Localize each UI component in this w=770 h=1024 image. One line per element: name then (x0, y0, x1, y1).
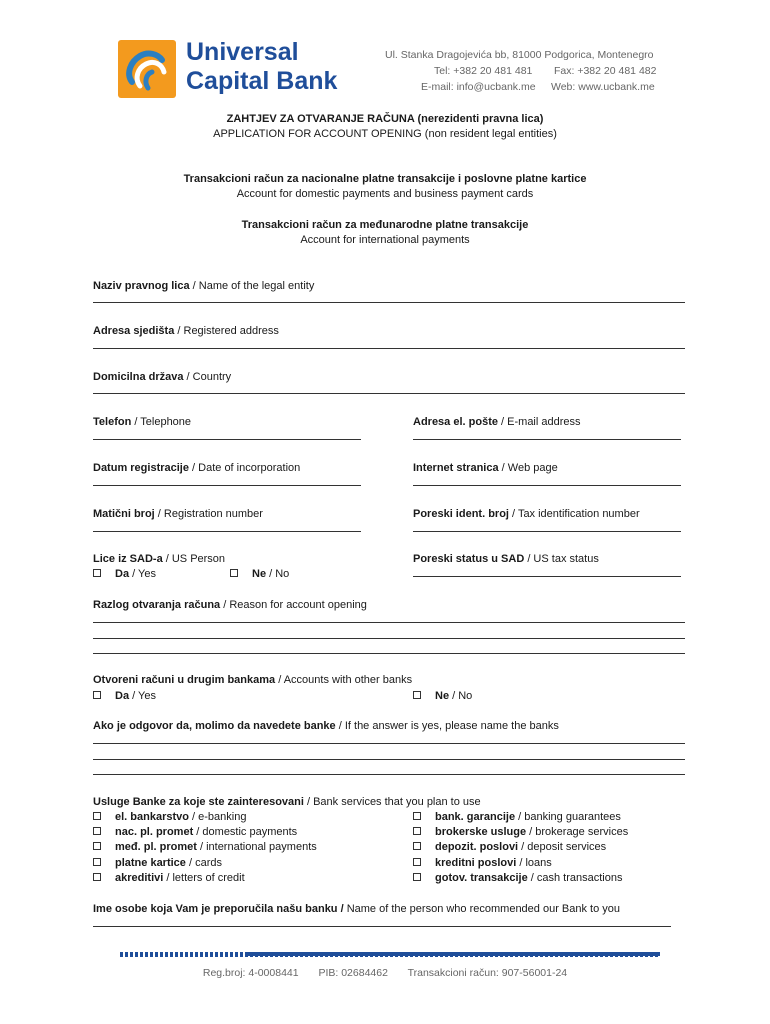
incorporation-date-field[interactable] (93, 485, 361, 486)
account-type-international-en: Account for international payments (300, 234, 470, 246)
reason-field-line-2[interactable] (93, 638, 685, 639)
tax-id-field[interactable] (413, 531, 681, 532)
us-person-no-option[interactable]: Ne / No (230, 567, 289, 581)
us-person-label: Lice iz SAD-a / US Person (93, 553, 226, 565)
checkbox[interactable] (230, 569, 238, 577)
logo-mark-icon (118, 40, 176, 98)
account-type-international: Transakcioni račun za međunarodne platne transakcije (241, 219, 529, 231)
telephone-label: Telefon / Telephone (93, 416, 192, 428)
us-tax-status-field[interactable] (413, 576, 681, 577)
email-label: Adresa el. pošte / E-mail address (413, 416, 581, 428)
recommender-label: Ime osobe koja Vam je preporučila našu banku / Name of the person who recommended our Bank to you (93, 903, 621, 915)
bank-fax: Fax: +382 20 481 482 (554, 65, 657, 77)
service-option-cards[interactable]: platne kartice / cards (93, 856, 222, 870)
footer-registration: Reg.broj: 4-0008441 (202, 967, 299, 979)
service-option-guarantees[interactable]: bank. garancije / banking guarantees (413, 810, 621, 824)
web-page-field[interactable] (413, 485, 681, 486)
country-field[interactable] (93, 393, 685, 394)
footer-account: Transakcioni račun: 907-56001-24 (407, 967, 568, 979)
service-option-letters-of-credit[interactable]: akreditivi / letters of credit (93, 871, 245, 885)
bank-logo (118, 40, 348, 98)
bank-names-label: Ako je odgovor da, molimo da navedete banke / If the answer is yes, please name the banks (93, 720, 559, 732)
account-type-domestic-en: Account for domestic payments and business payment cards (236, 188, 534, 200)
telephone-field[interactable] (93, 439, 361, 440)
footer-pib: PIB: 02684462 (318, 967, 388, 979)
checkbox[interactable] (93, 827, 101, 835)
bank-email: E-mail: info@ucbank.me (421, 81, 536, 93)
us-tax-status-label: Poreski status u SAD / US tax status (413, 553, 599, 565)
checkbox[interactable] (93, 691, 101, 699)
other-banks-no-option[interactable]: Ne / No (413, 689, 472, 703)
service-option-deposit[interactable]: depozit. poslovi / deposit services (413, 840, 606, 854)
other-banks-label: Otvoreni računi u drugim bankama / Accounts with other banks (93, 674, 413, 686)
bank-names-field-line-3[interactable] (93, 774, 685, 775)
checkbox[interactable] (93, 858, 101, 866)
service-option-brokerage[interactable]: brokerske usluge / brokerage services (413, 825, 628, 839)
country-label: Domicilna država / Country (93, 371, 232, 383)
us-person-yes-option[interactable]: Da / Yes (93, 567, 156, 581)
registered-address-field[interactable] (93, 348, 685, 349)
logo-text-line1: Universal (186, 38, 299, 66)
bank-address: Ul. Stanka Dragojevića bb, 81000 Podgorica, Montenegro (385, 49, 654, 61)
footer-details (0, 967, 770, 979)
checkbox[interactable] (413, 691, 421, 699)
bank-names-field-line-2[interactable] (93, 759, 685, 760)
service-option-loans[interactable]: kreditni poslovi / loans (413, 856, 552, 870)
service-option-international[interactable]: međ. pl. promet / international payments (93, 840, 317, 854)
checkbox[interactable] (413, 873, 421, 881)
other-banks-yes-option[interactable]: Da / Yes (93, 689, 156, 703)
account-type-domestic: Transakcioni račun za nacionalne platne transakcije i poslovne platne kartice (183, 173, 587, 185)
registration-number-label: Matični broj / Registration number (93, 508, 263, 520)
service-option-ebanking[interactable]: el. bankarstvo / e-banking (93, 810, 246, 824)
logo-text-line2: Capital Bank (186, 67, 338, 95)
legal-name-field[interactable] (93, 302, 685, 303)
registered-address-label: Adresa sjedišta / Registered address (93, 325, 279, 337)
reason-field-line-1[interactable] (93, 622, 685, 623)
checkbox[interactable] (93, 842, 101, 850)
bank-names-field-line-1[interactable] (93, 743, 685, 744)
incorporation-date-label: Datum registracije / Date of incorporation (93, 462, 301, 474)
checkbox[interactable] (93, 873, 101, 881)
footer-divider-solid (245, 952, 660, 956)
service-option-cash[interactable]: gotov. transakcije / cash transactions (413, 871, 623, 885)
email-field[interactable] (413, 439, 681, 440)
checkbox[interactable] (413, 858, 421, 866)
service-option-domestic[interactable]: nac. pl. promet / domestic payments (93, 825, 297, 839)
web-page-label: Internet stranica / Web page (413, 462, 558, 474)
reason-field-line-3[interactable] (93, 653, 685, 654)
checkbox[interactable] (93, 812, 101, 820)
form-title: ZAHTJEV ZA OTVARANJE RAČUNA (nerezidenti pravna lica) (226, 113, 544, 125)
recommender-field[interactable] (93, 926, 671, 927)
form-subtitle: APPLICATION FOR ACCOUNT OPENING (non resident legal entities) (213, 128, 557, 140)
bank-telephone: Tel: +382 20 481 481 (434, 65, 533, 77)
checkbox[interactable] (413, 842, 421, 850)
checkbox[interactable] (413, 812, 421, 820)
bank-website: Web: www.ucbank.me (551, 81, 655, 93)
legal-name-label: Naziv pravnog lica / Name of the legal entity (93, 280, 315, 292)
registration-number-field[interactable] (93, 531, 361, 532)
checkbox[interactable] (413, 827, 421, 835)
checkbox[interactable] (93, 569, 101, 577)
reason-label: Razlog otvaranja računa / Reason for account opening (93, 599, 367, 611)
services-label: Usluge Banke za koje ste zainteresovani / Bank services that you plan to use (93, 796, 481, 808)
tax-id-label: Poreski ident. broj / Tax identification number (413, 508, 640, 520)
